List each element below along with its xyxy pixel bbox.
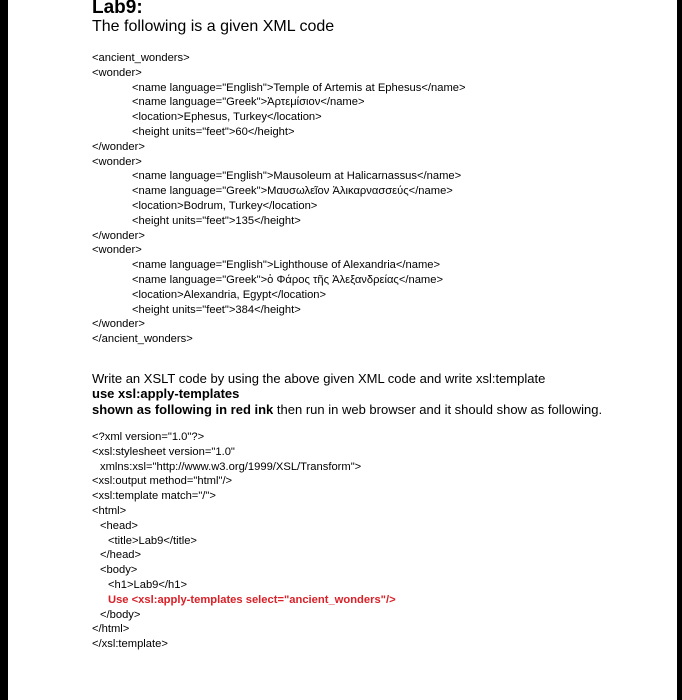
xslt-code-line: </html> bbox=[92, 623, 130, 636]
xslt-code-line: <xsl:stylesheet version="1.0" bbox=[92, 445, 235, 458]
xslt-code-line: <h1>Lab9</h1> bbox=[108, 578, 188, 591]
left-border bbox=[0, 0, 8, 700]
right-border bbox=[677, 0, 682, 700]
xml-code-line: <height units="feet">60</height> bbox=[132, 125, 295, 138]
xslt-code-block bbox=[92, 430, 396, 652]
xslt-code-line: <body> bbox=[100, 564, 138, 577]
xml-code-line: </ancient_wonders> bbox=[92, 333, 193, 346]
xml-code-line: <name language="English">Lighthouse of Alexandria</name> bbox=[132, 259, 441, 272]
xml-code-line: <ancient_wonders> bbox=[92, 52, 190, 64]
xml-code-line: <name language="English">Mausoleum at Halicarnassus</name> bbox=[132, 170, 462, 183]
xslt-code-line: <head> bbox=[100, 519, 138, 532]
xslt-code-line: xmlns:xsl="http://www.w3.org/1999/XSL/Transform"> bbox=[100, 460, 362, 473]
document-page bbox=[8, 0, 677, 700]
xml-code-line: <height units="feet">384</height> bbox=[132, 303, 301, 316]
xslt-code-line: </xsl:template> bbox=[92, 638, 168, 651]
xslt-code-line: <xsl:output method="html"/> bbox=[92, 475, 233, 488]
xslt-code-line: <xsl:template match="/"> bbox=[92, 490, 216, 503]
xslt-code-line: <title>Lab9</title> bbox=[108, 534, 197, 547]
xml-code-line: </wonder> bbox=[92, 229, 145, 242]
lab-title: Lab9: bbox=[92, 0, 143, 18]
xslt-code-line: <html> bbox=[92, 504, 127, 517]
xml-code-line: </wonder> bbox=[92, 140, 145, 153]
instructions bbox=[92, 371, 602, 417]
xml-code-line: </wonder> bbox=[92, 318, 145, 331]
instruction-emphasis: shown as following in red ink bbox=[92, 401, 274, 417]
instruction-rest: then run in web browser and it should show as following. bbox=[273, 401, 603, 417]
xml-code-block bbox=[92, 51, 466, 347]
instruction-line-2: use xsl:apply-templates bbox=[92, 386, 240, 402]
xslt-code-line: </body> bbox=[100, 608, 141, 621]
xml-code-line: <name language="Greek">Ἀρτεμίσιον</name> bbox=[132, 96, 365, 109]
xml-code-line: <name language="Greek">ὁ Φάρος τῆς Ἀλεξανδρείας</name> bbox=[132, 273, 443, 286]
instruction-line-1: Write an XSLT code by using the above given XML code and write xsl:template bbox=[92, 371, 546, 386]
xml-code-line: <name language="English">Temple of Artemis at Ephesus</name> bbox=[132, 81, 466, 94]
xml-code-line: <location>Alexandria, Egypt</location> bbox=[132, 288, 327, 301]
xslt-code-line: Use <xsl:apply-templates select="ancient_wonders"/> bbox=[108, 593, 396, 606]
xml-code-line: <location>Bodrum, Turkey</location> bbox=[132, 199, 318, 212]
instruction-line-3 bbox=[92, 402, 602, 417]
xml-code-line: <name language="Greek">Μαυσωλεῖον Ἁλικαρνασσεύς</name> bbox=[132, 185, 453, 198]
xml-code-line: <wonder> bbox=[92, 66, 142, 79]
xml-code-line: <wonder> bbox=[92, 244, 142, 257]
xml-code-line: <location>Ephesus, Turkey</location> bbox=[132, 111, 322, 124]
xslt-code-line: </head> bbox=[100, 549, 142, 562]
xslt-code-line: <?xml version="1.0"?> bbox=[92, 431, 205, 443]
intro-text: The following is a given XML code bbox=[92, 18, 335, 35]
xml-code-line: <height units="feet">135</height> bbox=[132, 214, 301, 227]
xml-code-line: <wonder> bbox=[92, 155, 142, 168]
